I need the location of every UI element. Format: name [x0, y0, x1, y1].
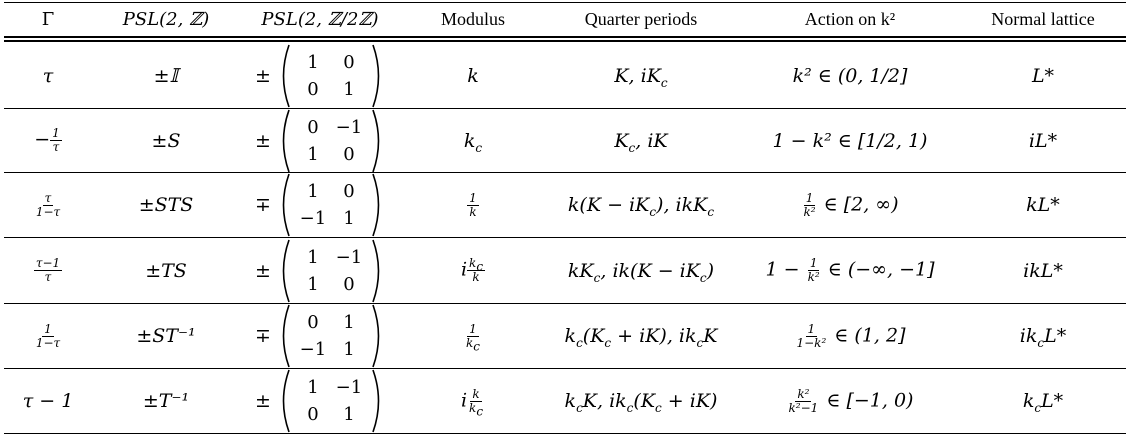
matrix-entry: −1 [299, 208, 327, 229]
cell-quarter: $k_cK$, $ik_c(K_c + iK)$ [564, 390, 718, 415]
matrix-entry: 0 [343, 273, 355, 295]
cell-psl: ±S [151, 129, 181, 152]
matrix-entry: −1 [335, 116, 363, 138]
header-normal-lattice: Normal lattice [991, 9, 1095, 29]
cell-matrix [236, 238, 404, 303]
matrix-entry: 1 [343, 404, 355, 425]
cell-gamma: τ − 1 [22, 390, 74, 412]
matrix-entry: 0 [307, 116, 319, 138]
cell-modulus: $\frac{1}{k}$ [469, 190, 477, 219]
table-row [0, 173, 1130, 237]
cell-gamma: $\frac{\tau}{1-\tau}$ [35, 190, 61, 219]
cell-matrix [236, 43, 404, 108]
header-quarter-periods: Quarter periods [584, 9, 698, 29]
cell-quarter: K, $iK_c$ [614, 64, 668, 90]
cell-gamma: − $\frac{1}{\tau}$ [34, 126, 60, 154]
matrix-entries [295, 117, 367, 165]
matrix-entry: 1 [307, 143, 319, 165]
right-paren [371, 44, 385, 108]
cell-modulus: i $\frac{k_c}{k}$ [460, 256, 484, 284]
sign: ± [255, 390, 271, 412]
matrix-entry: 1 [307, 273, 319, 295]
sign: ± [255, 129, 271, 152]
matrix-entry: 0 [307, 312, 319, 333]
left-paren [277, 173, 291, 237]
cell-quarter: $K_c$, iK [614, 129, 668, 155]
right-paren [371, 304, 385, 368]
cell-action: k² ∈ (0, 1/2] [792, 64, 908, 87]
matrix-entry: 1 [343, 78, 355, 100]
header-psl-z2z: PSL(2, ℤ/2ℤ) [261, 9, 379, 30]
cell-lattice: $ik_cL*$ [1019, 325, 1067, 350]
left-paren [277, 369, 291, 433]
cell-psl: ±STS [138, 194, 194, 216]
table-row [0, 109, 1130, 172]
matrix-entry: 1 [307, 246, 319, 268]
cell-gamma: τ [42, 64, 54, 87]
cell-lattice: ikL* [1023, 259, 1063, 282]
right-paren [371, 239, 385, 303]
matrix-entry: 1 [307, 377, 319, 398]
cell-lattice: kL* [1026, 194, 1060, 216]
cell-action: 1 − k² ∈ [1/2, 1) [772, 129, 928, 152]
header-modulus: Modulus [440, 9, 505, 29]
cell-lattice: iL* [1028, 129, 1058, 152]
table-row [0, 43, 1130, 108]
sign: ± [255, 64, 271, 87]
left-paren [277, 239, 291, 303]
cell-modulus: $\frac{1}{k_c}$ [465, 321, 480, 353]
header-psl-z: PSL(2, ℤ) [122, 9, 210, 30]
matrix-entries [295, 312, 367, 360]
cell-action: $\frac{\text{k²}}{\text{k²−1}}$ ∈ [−1, 0) [788, 386, 914, 415]
matrix-entry: −1 [335, 246, 363, 268]
cell-matrix [236, 109, 404, 172]
matrix-entry: 1 [307, 181, 319, 202]
cell-action: 1 − $\frac{1}{\text{k²}}$ ∈ (−∞, −1] [765, 256, 935, 284]
matrix-entries [295, 377, 367, 425]
left-paren [277, 44, 291, 108]
table-row [0, 304, 1130, 368]
cell-quarter: $k_c(K_c + iK)$, $ik_cK$ [564, 325, 718, 350]
matrix-entry: 1 [343, 312, 355, 333]
matrix-entries [295, 52, 367, 100]
cell-matrix [236, 173, 404, 237]
sign: ± [255, 259, 271, 282]
matrix-entry: 0 [343, 51, 355, 73]
cell-action: $\frac{1}{\text{k²}}$ ∈ [2, ∞) [803, 190, 899, 219]
cell-psl: ±𝕀 [153, 64, 179, 87]
cell-quarter: $k(K - iK_c)$, ikK$_c$ [567, 194, 715, 219]
matrix-entry: 0 [343, 143, 355, 165]
header-rule-1 [4, 36, 1126, 38]
matrix-entry: 1 [343, 339, 355, 360]
table-row [0, 238, 1130, 303]
left-paren [277, 304, 291, 368]
sign: ∓ [255, 325, 271, 347]
cell-psl: ±ST⁻¹ [136, 325, 196, 347]
matrix-entries [295, 247, 367, 295]
header-row [0, 3, 1130, 36]
matrix-entries [295, 181, 367, 229]
cell-modulus: $k_c$ [463, 129, 483, 155]
matrix-entry: 0 [307, 404, 319, 425]
matrix-entry: −1 [335, 377, 363, 398]
matrix-entry: 0 [307, 78, 319, 100]
matrix-entry: 1 [343, 208, 355, 229]
cell-gamma: $\frac{\tau-1}{\tau}$ [35, 256, 61, 284]
matrix-entry: 0 [343, 181, 355, 202]
cell-psl: ±T⁻¹ [142, 390, 190, 412]
cell-gamma: $\frac{1}{1-\tau}$ [35, 321, 61, 350]
sign: ∓ [255, 194, 271, 216]
bottom-rule [4, 433, 1126, 434]
cell-psl: ±TS [145, 259, 187, 282]
header-rule-2 [4, 40, 1126, 42]
cell-lattice: L* [1031, 64, 1055, 87]
cell-matrix [236, 369, 404, 433]
cell-matrix [236, 304, 404, 368]
cell-quarter: $kK_c$, $ik(K - iK_c)$ [567, 259, 715, 285]
header-action: Action on k² [804, 9, 896, 29]
left-paren [277, 109, 291, 173]
right-paren [371, 369, 385, 433]
right-paren [371, 173, 385, 237]
matrix-entry: −1 [299, 339, 327, 360]
header-gamma: Γ [41, 9, 55, 30]
cell-lattice: $k_cL*$ [1022, 390, 1064, 415]
cell-action: $\frac{1}{\text{1−k²}}$ ∈ (1, 2] [796, 321, 906, 350]
cell-modulus: i $\frac{k}{k_c}$ [460, 386, 484, 418]
right-paren [371, 109, 385, 173]
matrix-entry: 1 [307, 51, 319, 73]
cell-modulus: k [467, 64, 479, 87]
table-row [0, 369, 1130, 433]
